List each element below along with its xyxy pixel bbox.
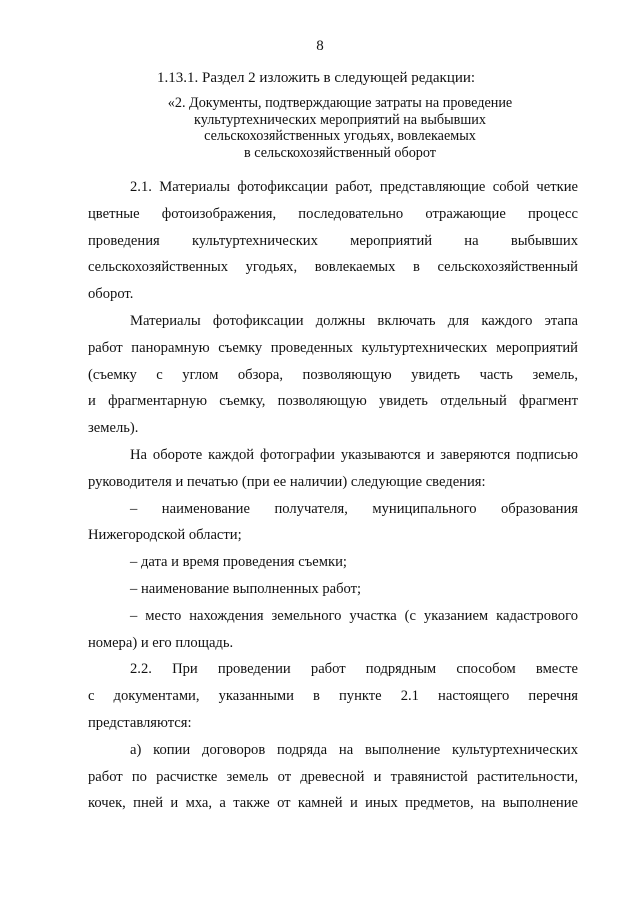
text-line: и фрагментарную съемку, позволяющую увидеть отдельный фрагмент [88,393,578,410]
document-body [88,174,578,817]
text-line: – наименование получателя, муниципального образования [130,500,578,517]
text-line: работ по расчистке земель от древесной и травянистой растительности, [88,768,578,785]
text-line: работ панорамную съемку проведенных культуртехнических мероприятий [88,339,578,356]
paragraph [88,308,578,442]
section-heading [120,95,560,161]
text-line: кочек, пней и мха, а также от камней и иных предметов, на выполнение [88,795,578,812]
text-line: Материалы фотофиксации должны включать для каждого этапа [130,312,578,329]
text-line: 2.2. При проведении работ подрядным способом вместе [130,661,578,678]
heading-line: «2. Документы, подтверждающие затраты на проведение [167,95,513,111]
text-line: проведения культуртехнических мероприятий на выбывших [88,232,578,249]
paragraph [88,549,578,576]
text-line: – наименование выполненных работ; [130,580,362,597]
text-line: (съемку с углом обзора, позволяющую увидеть часть земель, [88,366,578,383]
text-line: с документами, указанными в пункте 2.1 настоящего перечня [88,688,578,705]
text-line: оборот. [88,286,134,303]
text-line: – место нахождения земельного участка (с указанием кадастрового [130,607,578,624]
heading-line: в сельскохозяйственный оборот [243,144,436,161]
text-line: – дата и время проведения съемки; [130,554,347,571]
heading-line: культуртехнических мероприятий на выбывших [194,111,486,128]
text-line: представляются: [88,714,192,731]
paragraph [88,656,578,736]
amendment-intro: 1.13.1. Раздел 2 изложить в следующей редакции: [157,70,476,86]
paragraph [88,576,578,603]
text-line: сельскохозяйственных угодьях, вовлекаемых в сельскохозяйственный [88,259,578,276]
page-number: 8 [316,38,324,54]
text-line: руководителя и печатью (при ее наличии) следующие сведения: [88,473,486,490]
paragraph [88,442,578,496]
text-line: цветные фотоизображения, последовательно отражающие процесс [88,205,578,222]
text-line: земель). [88,420,139,437]
paragraph [88,737,578,817]
text-line: Нижегородской области; [88,527,242,544]
text-line: На обороте каждой фотографии указываются и заверяются подписью [130,446,578,463]
paragraph [88,174,578,308]
text-line: номера) и его площадь. [88,634,234,651]
text-line: 2.1. Материалы фотофиксации работ, представляющие собой четкие [130,179,578,195]
paragraph [88,496,578,550]
heading-line: сельскохозяйственных угодьях, вовлекаемых [204,128,476,145]
paragraph [88,603,578,657]
text-line: а) копии договоров подряда на выполнение культуртехнических [130,741,578,758]
